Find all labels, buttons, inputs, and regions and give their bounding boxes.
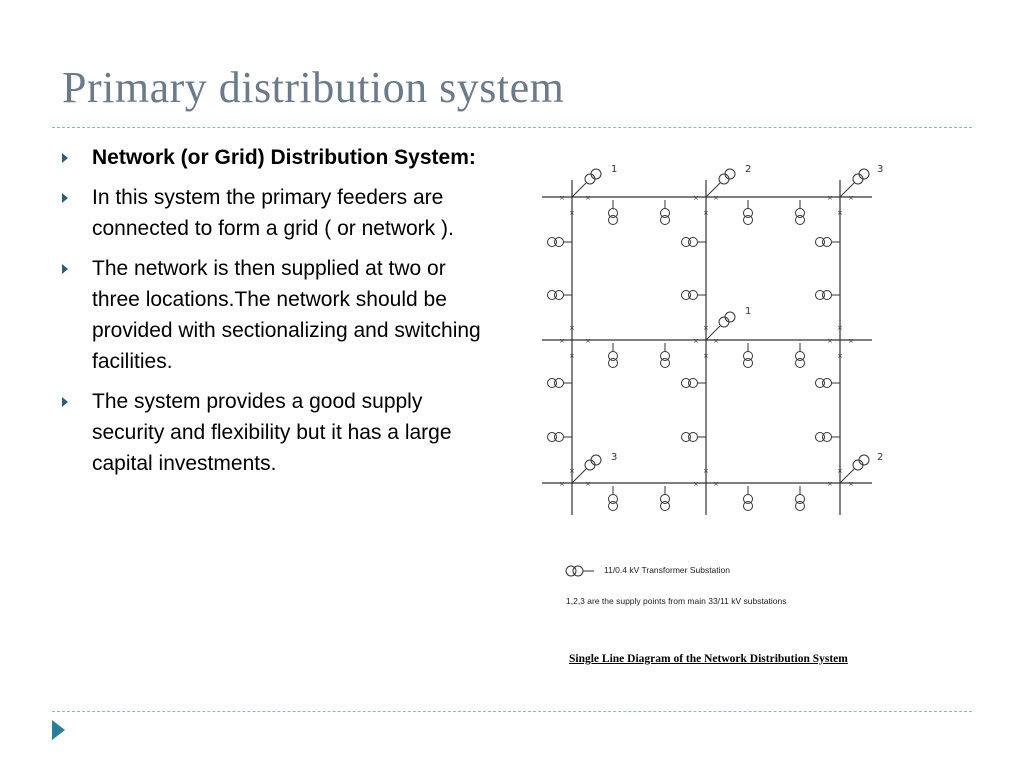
svg-text:×: ×	[837, 324, 843, 332]
next-slide-icon[interactable]	[52, 720, 65, 740]
bullet-item	[62, 182, 482, 244]
bullet-text: The network is then supplied at two or three locations.The network should be provided with sectionalizing and switching facilities.	[92, 257, 481, 373]
svg-text:×: ×	[585, 337, 591, 345]
svg-text:×: ×	[837, 209, 843, 217]
svg-text:×: ×	[848, 194, 854, 202]
footer-divider	[52, 711, 972, 712]
svg-text:×: ×	[713, 194, 719, 202]
bullet-text: Network (or Grid) Distribution System:	[92, 146, 476, 169]
svg-text:×: ×	[713, 480, 719, 488]
transformer-substations	[530, 150, 869, 511]
bullet-text: In this system the primary feeders are connected to form a grid ( or network ).	[92, 186, 454, 240]
slide-title: Primary distribution system	[62, 63, 565, 112]
svg-text:×: ×	[585, 194, 591, 202]
bullet-list	[62, 142, 482, 488]
svg-text:×: ×	[559, 480, 565, 488]
supply-label: 1	[745, 306, 752, 317]
legend-transformer-text: 11/0.4 kV Transformer Substation	[604, 565, 730, 575]
grid-lines	[542, 180, 872, 515]
svg-text:×: ×	[827, 337, 833, 345]
svg-text:×: ×	[693, 194, 699, 202]
svg-text:×: ×	[703, 324, 709, 332]
svg-text:×: ×	[848, 480, 854, 488]
network-diagram	[530, 150, 900, 530]
svg-text:×: ×	[848, 337, 854, 345]
svg-text:×: ×	[559, 194, 565, 202]
svg-text:×: ×	[837, 352, 843, 360]
svg-text:×: ×	[703, 467, 709, 475]
svg-text:×: ×	[693, 480, 699, 488]
supply-label: 3	[611, 452, 618, 463]
svg-text:×: ×	[713, 337, 719, 345]
supply-label: 2	[745, 164, 752, 175]
svg-text:×: ×	[693, 337, 699, 345]
bullet-text: The system provides a good supply security and flexibility but it has a large capital investments.	[92, 390, 452, 475]
bullet-item	[62, 253, 482, 377]
transformer-legend-icon	[562, 562, 602, 580]
supply-label: 2	[877, 452, 884, 463]
svg-text:×: ×	[703, 209, 709, 217]
bullet-arrow-icon	[62, 193, 68, 203]
bullet-arrow-icon	[62, 264, 68, 274]
legend-supply-text: 1,2,3 are the supply points from main 33/11 kV substations	[566, 596, 787, 606]
svg-text:×: ×	[827, 480, 833, 488]
svg-text:×: ×	[703, 352, 709, 360]
bullet-item	[62, 386, 482, 479]
supply-label: 3	[877, 164, 884, 175]
title-divider	[52, 127, 972, 128]
bullet-arrow-icon	[62, 397, 68, 407]
bullet-arrow-icon	[62, 153, 68, 163]
bullet-item	[62, 142, 482, 173]
svg-text:×: ×	[569, 209, 575, 217]
svg-text:×: ×	[585, 480, 591, 488]
svg-text:×: ×	[559, 337, 565, 345]
svg-text:×: ×	[837, 467, 843, 475]
svg-text:×: ×	[827, 194, 833, 202]
svg-text:×: ×	[569, 352, 575, 360]
svg-text:×: ×	[569, 324, 575, 332]
supply-label: 1	[611, 164, 618, 175]
svg-text:×: ×	[569, 467, 575, 475]
diagram-caption: Single Line Diagram of the Network Distribution System	[569, 653, 848, 665]
